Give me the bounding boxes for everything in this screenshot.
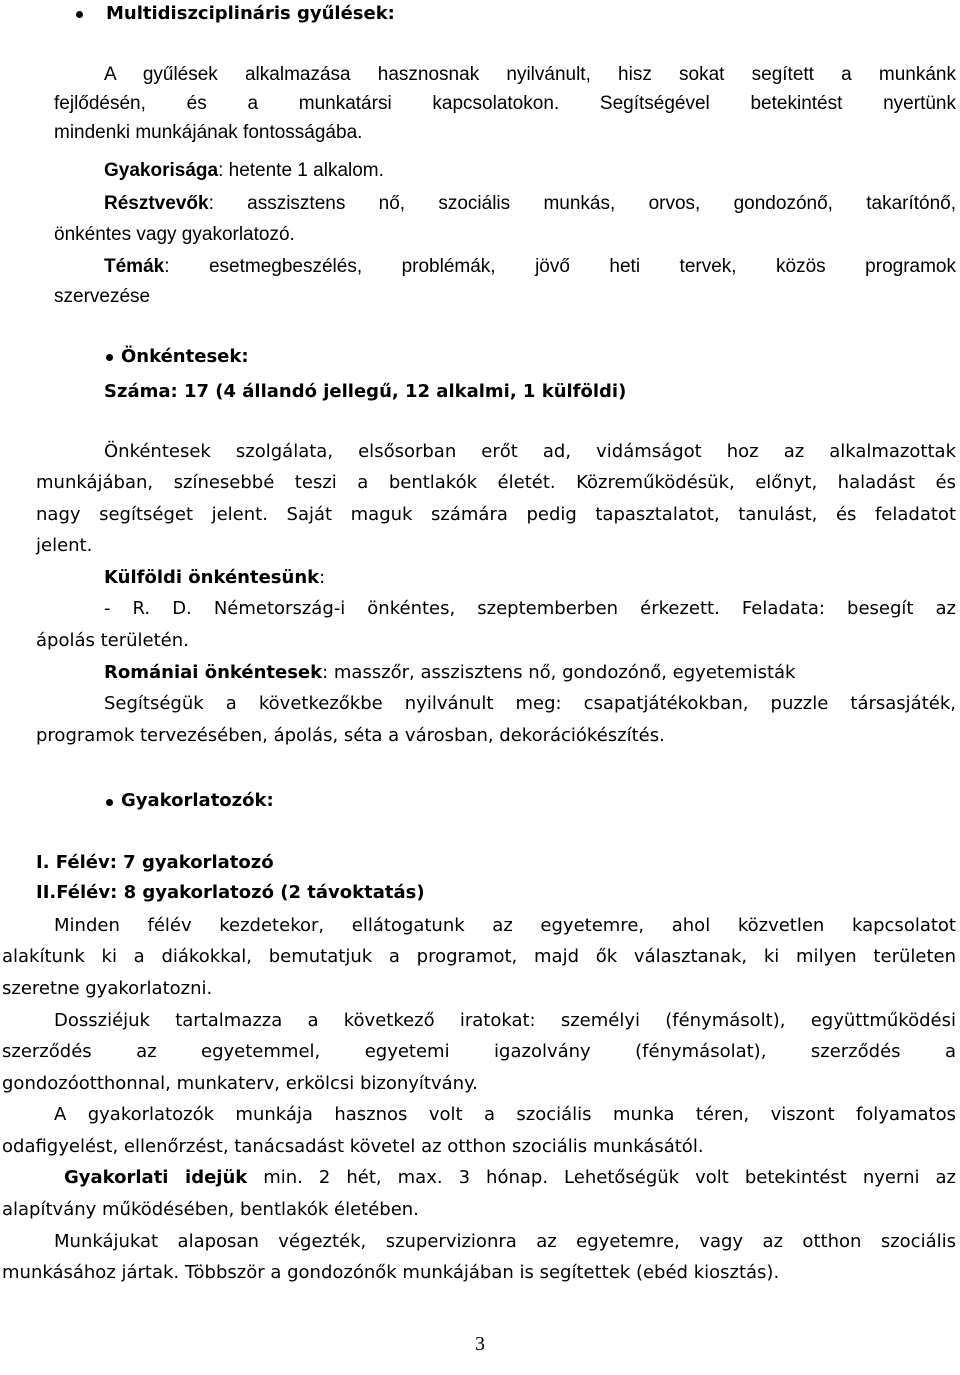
- paragraph-line: fejlődésén, és a munkatársi kapcsolatokon. Segítségével betekintést nyertünk: [54, 93, 956, 114]
- romanian-volunteers-label: Romániai önkéntesek: [104, 662, 323, 683]
- foreign-volunteer-heading: [104, 567, 325, 589]
- romanian-volunteers-line: [104, 662, 795, 684]
- semester-2: II.Félév: 8 gyakorlatozó (2 távoktatás): [36, 882, 425, 903]
- bullet-icon: [76, 11, 83, 18]
- topics-line: [104, 256, 956, 278]
- paragraph-line: Munkájukat alaposan végezték, szupervizionra az egyetemre, vagy az otthon szociális: [54, 1231, 956, 1252]
- semester-1: I. Félév: 7 gyakorlatozó: [36, 852, 274, 873]
- paragraph-line: alapítvány működésében, bentlakók életében.: [2, 1199, 419, 1220]
- paragraph-line: szervezése: [54, 286, 151, 307]
- paragraph-line: ápolás területén.: [36, 630, 189, 651]
- paragraph-line: - R. D. Németország-i önkéntes, szeptemberben érkezett. Feladata: besegít az: [104, 598, 956, 619]
- romanian-volunteers-value: : masszőr, asszisztens nő, gondozónő, egyetemisták: [322, 662, 796, 683]
- paragraph-line: önkéntes vagy gyakorlatozó.: [54, 224, 295, 245]
- volunteer-count: Száma: 17 (4 állandó jellegű, 12 alkalmi, 1 külföldi): [104, 381, 627, 402]
- paragraph-line: Dossziéjuk tartalmazza a következő iratokat: személyi (fénymásolt), együttműködési: [54, 1010, 956, 1031]
- bullet-icon: [106, 354, 113, 361]
- frequency-line: [104, 160, 384, 182]
- section-heading-trainees: Gyakorlatozók:: [121, 790, 274, 811]
- paragraph-line: jelent.: [36, 535, 93, 556]
- paragraph-line: gondozóotthonnal, munkaterv, erkölcsi bizonyítvány.: [2, 1073, 478, 1094]
- paragraph-line: A gyűlések alkalmazása hasznosnak nyilvánult, hisz sokat segített a munkánk: [104, 64, 956, 85]
- paragraph-line: programok tervezésében, ápolás, séta a városban, dekorációkészítés.: [36, 725, 665, 746]
- paragraph-line: Minden félév kezdetekor, ellátogatunk az egyetemre, ahol közvetlen kapcsolatot: [54, 915, 956, 936]
- paragraph-line: nagy segítséget jelent. Saját maguk számára pedig tapasztalatot, tanulást, és feladatot: [36, 504, 956, 525]
- paragraph-line: Önkéntesek szolgálata, elsősorban erőt ad, vidámságot hoz az alkalmazottak: [104, 441, 956, 462]
- foreign-volunteer-label: Külföldi önkéntesünk: [104, 567, 320, 588]
- participants-value: : asszisztens nő, szociális munkás, orvos, gondozónő, takarítónő,: [208, 193, 956, 214]
- participants-line: [104, 193, 956, 215]
- paragraph-line: munkásához jártak. Többször a gondozónők munkájában is segítettek (ebéd kiosztás).: [2, 1262, 780, 1283]
- frequency-label: Gyakorisága: [104, 160, 219, 181]
- training-duration-line: [64, 1167, 956, 1189]
- paragraph-line: munkájában, színesebbé teszi a bentlakók életét. Közreműködésük, előnyt, haladást és: [36, 472, 956, 493]
- frequency-value: : hetente 1 alkalom.: [218, 160, 384, 181]
- page-number: 3: [475, 1333, 485, 1355]
- paragraph-line: odafigyelést, ellenőrzést, tanácsadást követel az otthon szociális munkásától.: [2, 1136, 704, 1157]
- colon: :: [319, 567, 326, 588]
- paragraph-line: mindenki munkájának fontosságába.: [54, 122, 363, 143]
- paragraph-line: szerződés az egyetemmel, egyetemi igazolvány (fénymásolat), szerződés a: [2, 1041, 956, 1062]
- section-heading-meetings: Multidiszciplináris gyűlések:: [106, 3, 395, 24]
- paragraph-line: alakítunk ki a diákokkal, bemutatjuk a programot, majd ők választanak, ki milyen területen: [2, 946, 956, 967]
- paragraph-line: Segítségük a következőkbe nyilvánult meg: csapatjátékokban, puzzle társasjáték,: [104, 693, 956, 714]
- topics-value: : esetmegbeszélés, problémák, jövő heti tervek, közös programok: [164, 256, 956, 277]
- section-heading-volunteers: Önkéntesek:: [121, 346, 249, 367]
- participants-label: Résztvevők: [104, 193, 209, 214]
- paragraph-line: szeretne gyakorlatozni.: [2, 978, 213, 999]
- training-duration-label: Gyakorlati idejük: [64, 1167, 248, 1188]
- topics-label: Témák: [104, 256, 165, 277]
- paragraph-line: A gyakorlatozók munkája hasznos volt a szociális munka téren, viszont folyamatos: [54, 1104, 956, 1125]
- training-duration-value: min. 2 hét, max. 3 hónap. Lehetőségük volt betekintést nyerni az: [247, 1167, 956, 1188]
- bullet-icon: [106, 799, 113, 806]
